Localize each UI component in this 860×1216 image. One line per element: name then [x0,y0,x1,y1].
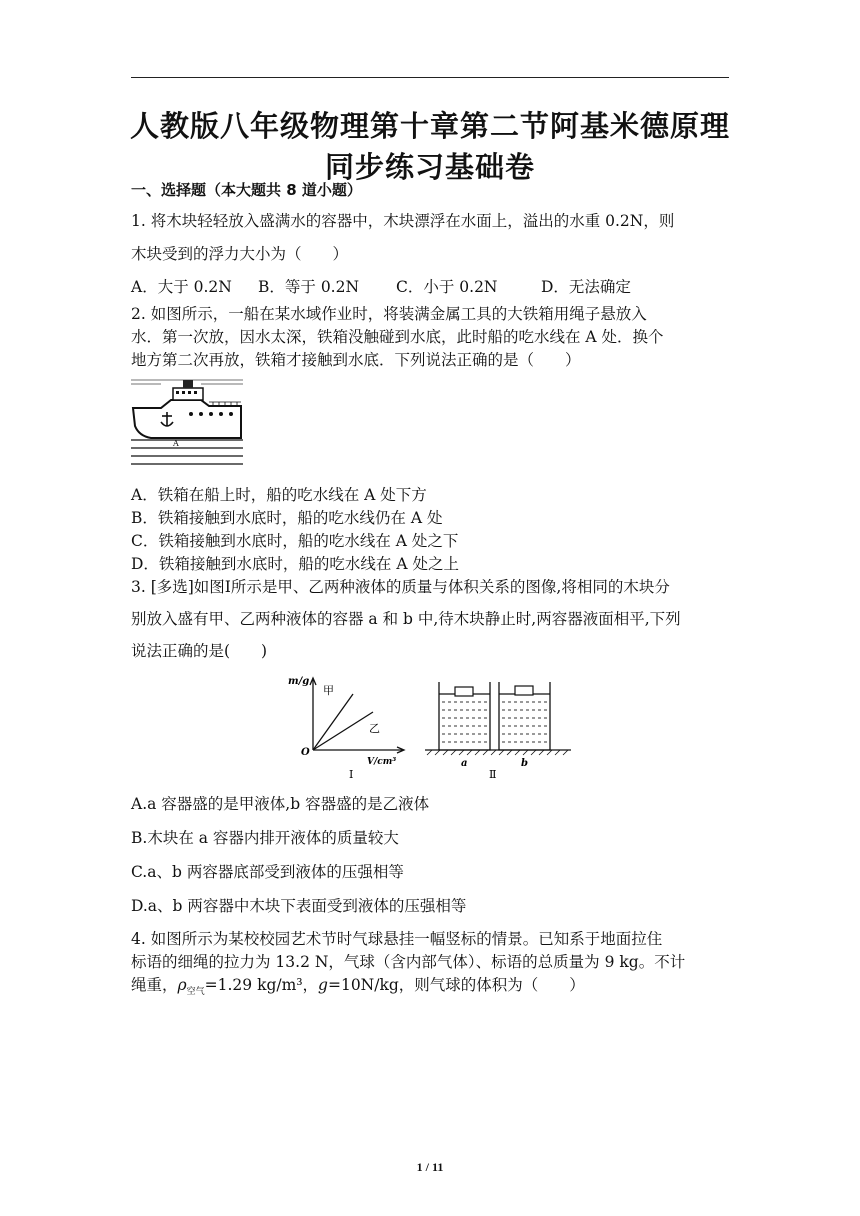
section-heading: 一、选择题（本大题共 8 道小题） [131,181,362,199]
q2-option-a: A．铁箱在船上时，船的吃水线在 A 处下方 [131,486,427,504]
y-axis-label: m/g [288,676,310,687]
q3-line1: 3. [多选]如图Ⅰ所示是甲、乙两种液体的质量与体积关系的图像,将相同的木块分 [131,578,670,596]
block-in-a [455,687,473,696]
q3-option-a: A.a 容器盛的是甲液体,b 容器盛的是乙液体 [131,795,430,813]
rho-subscript: 空气 [186,987,205,998]
q1-line2: 木块受到的浮力大小为（ ） [131,245,349,263]
q3-line2: 别放入盛有甲、乙两种液体的容器 a 和 b 中,待木块静止时,两容器液面相平,下列 [131,610,681,628]
origin-label: O [301,747,310,758]
q2-option-d: D．铁箱接触到水底时，船的吃水线在 A 处之上 [131,555,459,573]
ship-waterline-label: A [173,439,179,448]
figure-label-II: Ⅱ [489,768,497,781]
q3-option-b: B.木块在 a 容器内排开液体的质量较大 [131,829,399,847]
label-jia: 甲 [323,684,334,697]
rho-symbol: ρ [177,976,187,994]
q2-line3: 地方第二次再放，铁箱才接触到水底．下列说法正确的是（ ） [131,351,581,369]
q4-line3 [131,975,585,1002]
q1-option-c: C．小于 0.2N [396,278,498,296]
doc-title-line2: 同步练习基础卷 [324,150,535,184]
q1-line1: 1. 将木块轻轻放入盛满水的容器中，木块漂浮在水面上，溢出的水重 0.2N，则 [131,212,675,230]
q4-line3-pre: 绳重， [131,976,178,994]
q4-line1: 4. 如图所示为某校校园艺术节时气球悬挂一幅竖标的情景。已知系于地面拉住 [131,930,663,948]
q3-line3: 说法正确的是( ) [131,642,268,660]
q3-option-d: D.a、b 两容器中木块下表面受到液体的压强相等 [131,897,467,915]
q2-option-c: C．铁箱接触到水底时，船的吃水线在 A 处之下 [131,532,459,550]
block-in-b [515,686,533,695]
q1-option-a: A．大于 0.2N [131,278,232,296]
g-symbol: g [318,976,328,994]
q2-line2: 水．第一次放，因水太深，铁箱没触碰到水底，此时船的吃水线在 A 处．换个 [131,328,664,346]
container-a-label: a [461,758,468,769]
q1-option-d: D．无法确定 [541,278,631,296]
q1-option-b: B．等于 0.2N [258,278,360,296]
x-axis-label: V/cm³ [367,757,397,767]
q4-line3-post: =1.29 kg/m³， [204,976,319,994]
q1-options [131,277,631,297]
q3-option-c: C.a、b 两容器底部受到液体的压强相等 [131,863,404,881]
label-yi: 乙 [369,722,380,735]
q2-line1: 2. 如图所示，一船在某水域作业时，将装满金属工具的大铁箱用绳子悬放入 [131,305,647,323]
line-jia [313,694,353,750]
container-b-label: b [521,758,528,769]
ship-figure [131,378,243,470]
line-yi [313,712,373,750]
doc-title-line1: 人教版八年级物理第十章第二节阿基米德原理 [129,109,730,143]
q2-option-b: B．铁箱接触到水底时，船的吃水线仍在 A 处 [131,509,443,527]
header-rule [131,77,729,78]
density-figure [285,672,575,782]
page-number: 1 / 11 [416,1160,444,1174]
q4-line3-end: =10N/kg，则气球的体积为（ ） [327,976,585,994]
q4-line2: 标语的细绳的拉力为 13.2 N，气球（含内部气体）、标语的总质量为 9 kg。不计 [131,953,686,971]
figure-label-I: Ⅰ [349,768,354,781]
